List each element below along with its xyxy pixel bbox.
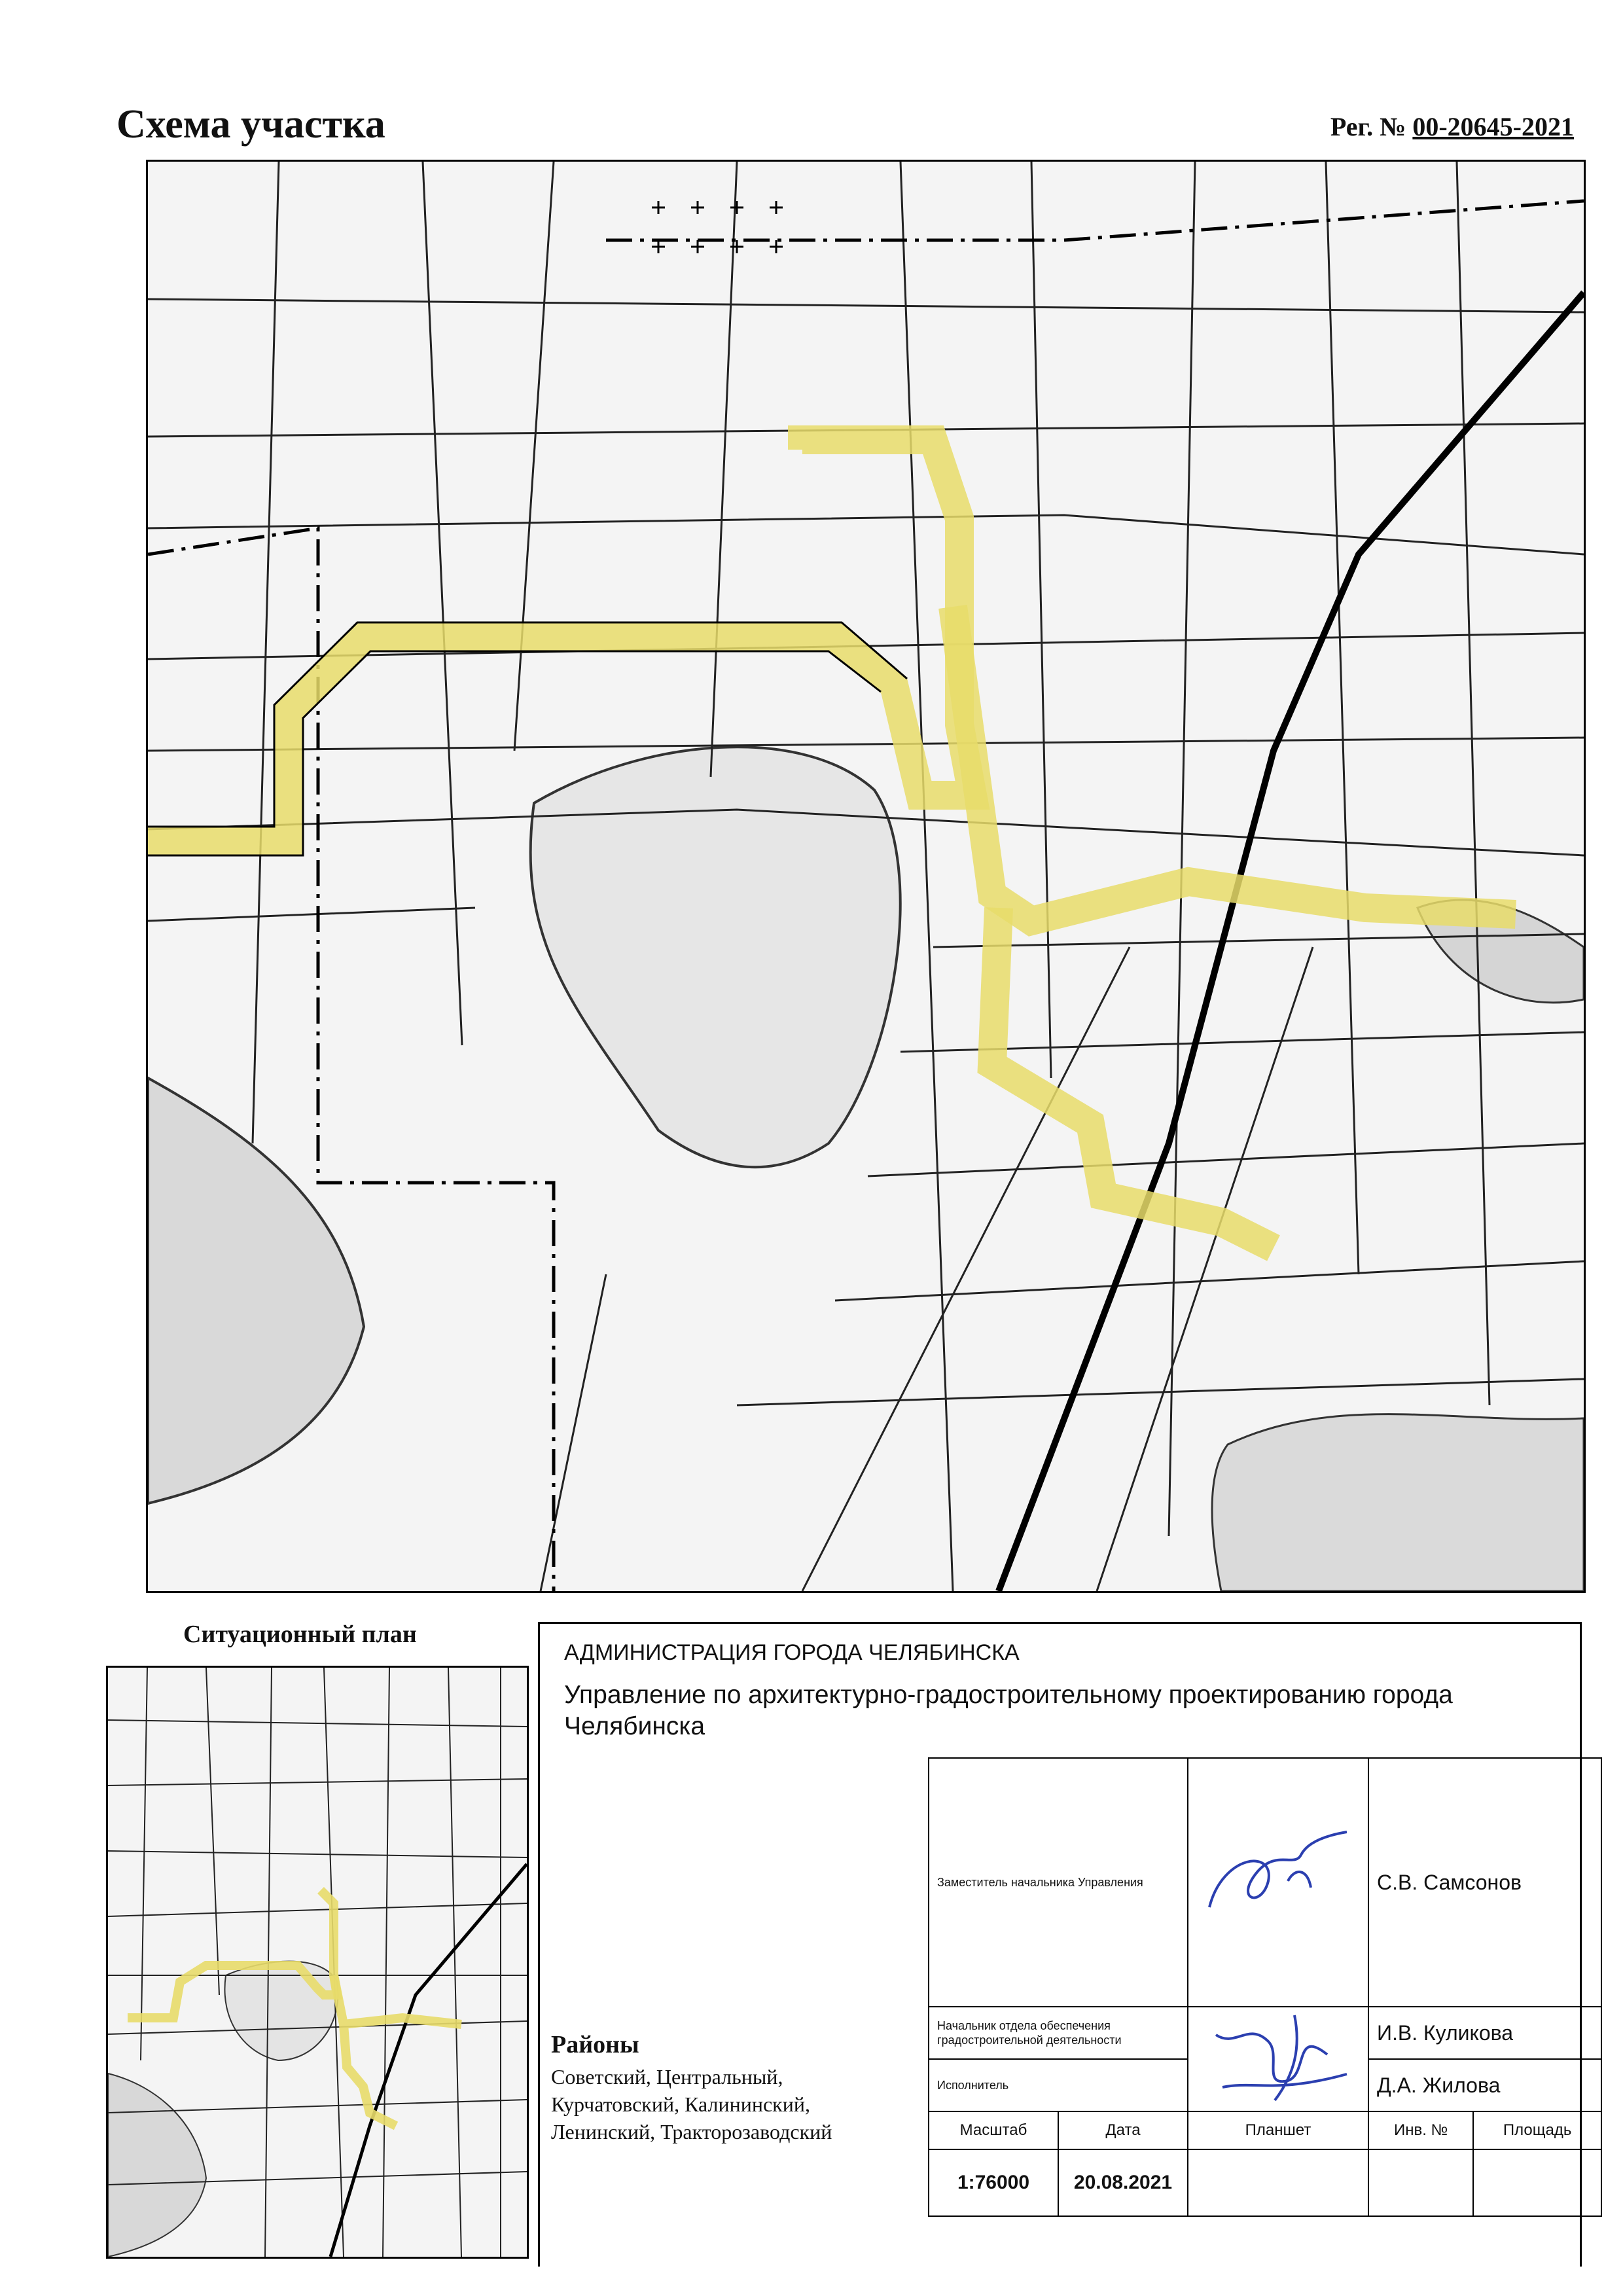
stamp-border-left <box>538 1622 540 2267</box>
main-map-drawing <box>148 162 1584 1591</box>
reg-number: 00-20645-2021 <box>1412 112 1574 141</box>
situation-plan-title: Ситуационный план <box>183 1621 417 1648</box>
stamp-border-top <box>538 1622 1582 1624</box>
reg-label: Рег. № <box>1330 112 1406 141</box>
scale-header: Масштаб <box>929 2112 1058 2149</box>
document-title: Схема участка <box>116 102 385 147</box>
districts-list: Советский, Центральный, Курчатовский, Калининский, Ленинский, Тракторозаводский <box>551 2065 832 2144</box>
registration-block <box>1330 111 1574 142</box>
footer-inner-table <box>1369 2112 1601 2149</box>
signature-cell <box>1188 1758 1368 2007</box>
signature-cell <box>1188 2007 1368 2111</box>
mini-railway-line <box>330 1864 527 2257</box>
organization-name: АДМИНИСТРАЦИЯ ГОРОДА ЧЕЛЯБИНСКА <box>564 1640 1020 1665</box>
route-highlight-east <box>953 607 1516 921</box>
footer-value-row <box>929 2149 1601 2216</box>
cemetery-symbols <box>652 201 783 253</box>
signature-image <box>1196 2009 1353 2107</box>
date-value: 20.08.2021 <box>1073 2172 1173 2193</box>
footer-header-row <box>929 2111 1601 2149</box>
date-header: Дата <box>1105 2121 1141 2139</box>
inventory-value <box>1369 2150 1473 2215</box>
signatory-name: С.В. Самсонов <box>1368 1758 1601 2007</box>
signatory-name: Д.А. Жилова <box>1368 2059 1601 2111</box>
signatory-row <box>929 2007 1601 2059</box>
signatory-row <box>929 1758 1601 2007</box>
sheet-header: Планшет <box>1188 2111 1368 2149</box>
main-map[interactable] <box>146 160 1586 1593</box>
footer-inner-table <box>1369 2150 1601 2215</box>
signatory-position: Исполнитель <box>929 2059 1188 2111</box>
department-name: Управление по архитектурно-градостроительному проектированию города Челябинска <box>564 1681 1453 1740</box>
reservoir-shape <box>1212 1414 1584 1591</box>
situation-plan-map[interactable] <box>106 1666 529 2259</box>
signatory-name: И.В. Куликова <box>1368 2007 1601 2059</box>
lake-shape <box>148 1078 364 1503</box>
mini-lake-shape <box>108 2073 206 2257</box>
area-header: Площадь <box>1503 2121 1572 2139</box>
mini-park-area <box>224 1962 338 2060</box>
footer-inner-table <box>929 2150 1187 2215</box>
signatory-position: Заместитель начальника Управления <box>929 1758 1188 2007</box>
area-value <box>1473 2150 1601 2215</box>
sheet-value <box>1188 2149 1368 2216</box>
district-boundary <box>606 201 1584 240</box>
signature-image <box>1196 1829 1353 1933</box>
footer-inner-table <box>929 2112 1187 2149</box>
signature-table <box>928 1757 1602 2217</box>
situation-plan-drawing <box>108 1668 527 2257</box>
route-highlight-south <box>992 908 1274 1248</box>
districts-title: Районы <box>551 2031 639 2058</box>
scale-value: 1:76000 <box>929 2150 1058 2215</box>
signatory-position: Начальник отдела обеспечения градостроительной деятельности <box>929 2007 1188 2059</box>
inventory-header: Инв. № <box>1369 2112 1473 2149</box>
